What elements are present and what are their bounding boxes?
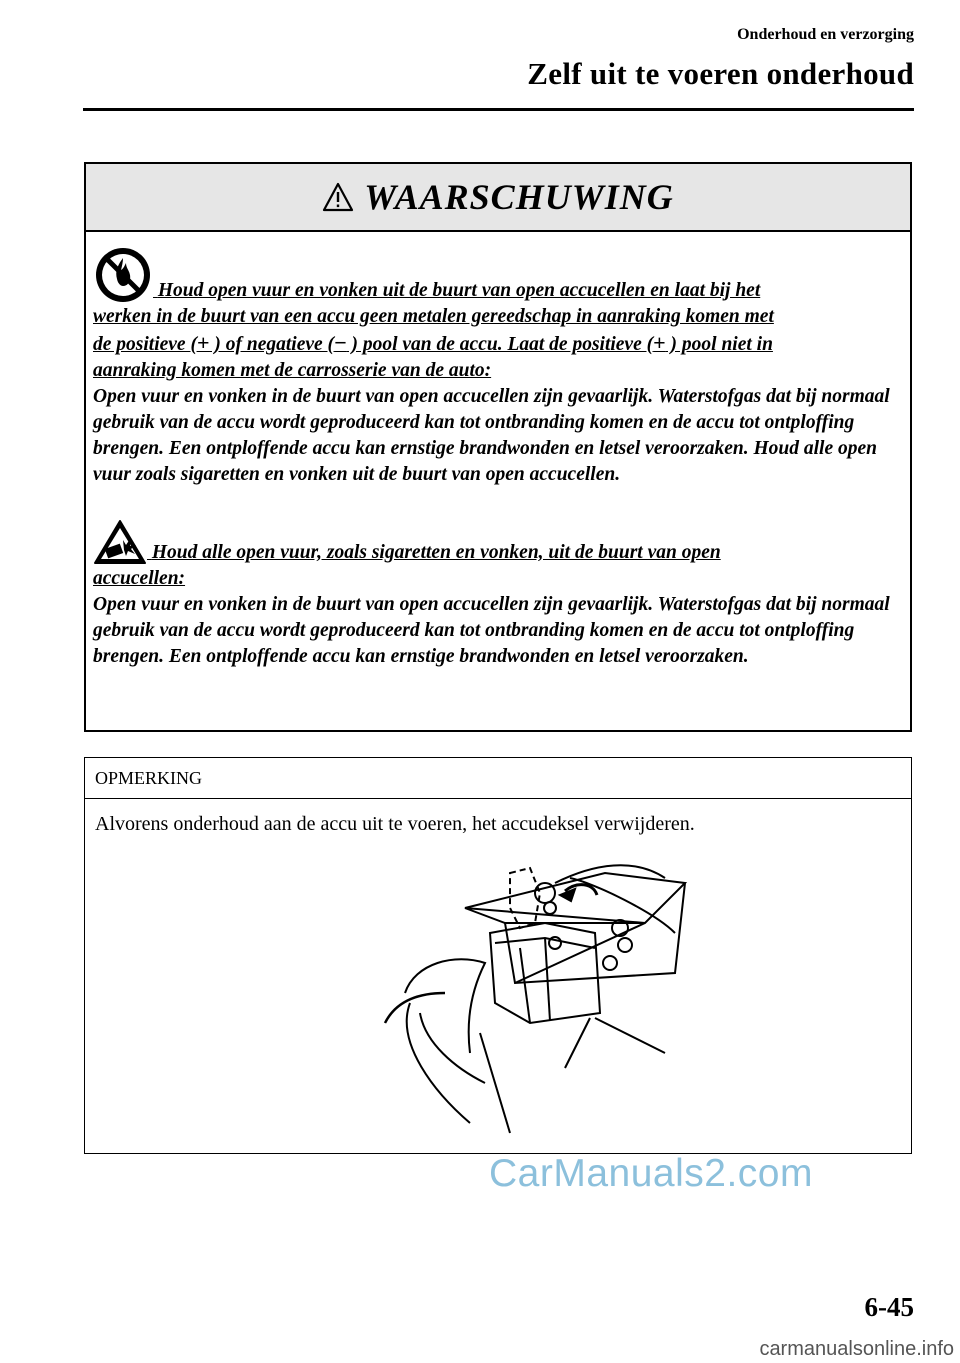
page-number: 6-45 [864,1292,914,1322]
note-box [84,757,912,1154]
warning-item1-heading [93,246,900,384]
warning-box [84,162,912,732]
warning-item1-line3c: ) pool van de accu. Laat de positieve ( [346,334,654,355]
warning-item1-line3d: ) pool niet in [665,334,773,355]
warning-item2-line1: Houd alle open vuur, zoals sigaretten en vonken, uit de buurt van open [151,542,721,563]
warning-item2-line2: accucellen: [93,568,186,589]
section-name: Onderhoud en verzorging [737,26,914,43]
watermark-text: CarManuals2.com [489,1152,813,1195]
warning-title: WAARSCHUWING [364,177,674,217]
note-text: Alvorens onderhoud aan de accu uit te voeren, het accudeksel verwijderen. [95,813,695,835]
battery-cover-illustration [315,853,695,1139]
header-divider [83,108,914,111]
plus-symbol: + [196,330,210,355]
warning-item1-line1: Houd open vuur en vonken uit de buurt van open accucellen en laat bij het [157,280,761,301]
page-title: Zelf uit te voeren onderhoud [527,56,914,91]
warning-body [86,232,910,670]
no-open-flame-icon [93,246,153,304]
warning-triangle-icon [322,182,354,212]
warning-item1-line3a: de positieve ( [93,334,197,355]
minus-symbol: − [334,330,347,355]
warning-header [86,164,910,232]
warning-item1-body: Open vuur en vonken in de buurt van open accucellen zijn gevaarlijk. Waterstofgas dat bij normaal gebruik van de accu wordt geproduceerd kan tot ontbranding komen en de accu tot ontploffing brengen. Een ontploffende accu kan ernstige brandwonden en letsel veroorzaken. Houd alle open vuur zoals sigaretten en vonken uit de buurt van open accucellen. [93,386,890,485]
explosion-hazard-icon [93,518,147,566]
warning-item2-body: Open vuur en vonken in de buurt van open accucellen zijn gevaarlijk. Waterstofgas dat bij normaal gebruik van de accu wordt geproduceerd kan tot ontbranding komen en de accu tot ontploffing brengen. Een ontploffende accu kan ernstige brandwonden en letsel veroorzaken. [93,594,890,667]
plus-symbol-2: + [653,330,666,355]
warning-item1-line4: aanraking komen met de carrosserie van de auto: [93,360,492,381]
warning-item2-heading [93,518,900,592]
source-url: carmanualsonline.info [759,1338,954,1360]
warning-item1-line2: werken in de buurt van een accu geen metalen gereedschap in aanraking komen met [93,306,774,327]
warning-item1-line3b: ) of negatieve ( [209,334,335,355]
note-title: OPMERKING [85,758,911,799]
